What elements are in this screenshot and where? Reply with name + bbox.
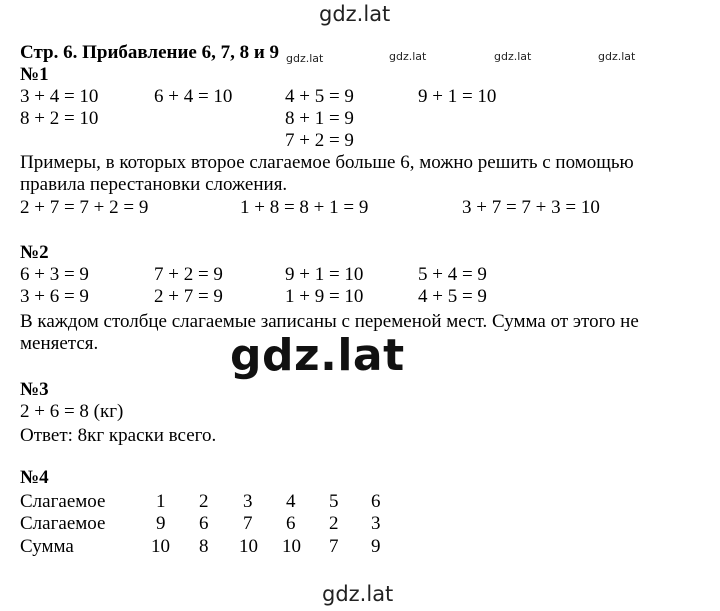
task1-explanation: Примеры, в которых второе слагаемое больше 6, можно решить с помощью правила перестановки сложения. (20, 152, 634, 195)
task3-equation: 2 + 6 = 8 (кг) (20, 401, 124, 422)
task1-col1-line2: 8 + 2 = 10 (20, 108, 99, 129)
watermark-bottom: gdz.lat (322, 582, 394, 606)
task4-row1-cell5: 5 (329, 491, 339, 512)
task4-row3-cell5: 7 (329, 536, 339, 557)
task4-row2-label: Слагаемое (20, 513, 106, 534)
task2-row1-item3: 9 + 1 = 10 (285, 264, 364, 285)
watermark-center: gdz.lat (230, 330, 405, 381)
watermark-small-3: gdz.lat (494, 50, 532, 63)
task4-row2-cell6: 3 (371, 513, 381, 534)
task1-col2-line1: 6 + 4 = 10 (154, 86, 233, 107)
task2-row2-item4: 4 + 5 = 9 (418, 286, 487, 307)
task2-row1-item1: 6 + 3 = 9 (20, 264, 89, 285)
task2-row2-item1: 3 + 6 = 9 (20, 286, 89, 307)
task3-heading: №3 (20, 379, 49, 400)
task4-row3-cell1: 10 (151, 536, 170, 557)
task4-row2-cell4: 6 (286, 513, 296, 534)
task4-row1-cell1: 1 (156, 491, 166, 512)
task1-col3-line3: 7 + 2 = 9 (285, 130, 354, 151)
task1-heading: №1 (20, 64, 49, 85)
task2-heading: №2 (20, 242, 49, 263)
watermark-top: gdz.lat (319, 2, 391, 26)
task1-col1-line1: 3 + 4 = 10 (20, 86, 99, 107)
task1-example-2: 1 + 8 = 8 + 1 = 9 (240, 197, 369, 218)
task4-row1-cell4: 4 (286, 491, 296, 512)
task1-example-1: 2 + 7 = 7 + 2 = 9 (20, 197, 149, 218)
task2-explanation: В каждом столбце слагаемые записаны с переменой мест. Сумма от этого не меняется. (20, 311, 639, 354)
task4-row1-cell3: 3 (243, 491, 253, 512)
task4-row1-cell2: 2 (199, 491, 209, 512)
page-title: Стр. 6. Прибавление 6, 7, 8 и 9 (20, 42, 280, 63)
task4-row3-label: Сумма (20, 536, 74, 557)
task4-row2-cell1: 9 (156, 513, 166, 534)
task3-answer: Ответ: 8кг краски всего. (20, 425, 217, 446)
watermark-small-1: gdz.lat (286, 52, 324, 65)
task1-example-3: 3 + 7 = 7 + 3 = 10 (462, 197, 600, 218)
task2-row2-item3: 1 + 9 = 10 (285, 286, 364, 307)
task1-col4-line1: 9 + 1 = 10 (418, 86, 497, 107)
watermark-small-4: gdz.lat (598, 50, 636, 63)
task4-row3-cell4: 10 (282, 536, 301, 557)
task4-row3-cell2: 8 (199, 536, 209, 557)
task4-row1-label: Слагаемое (20, 491, 106, 512)
task2-row1-item2: 7 + 2 = 9 (154, 264, 223, 285)
task4-row1-cell6: 6 (371, 491, 381, 512)
task2-row2-item2: 2 + 7 = 9 (154, 286, 223, 307)
task1-col3-line1: 4 + 5 = 9 (285, 86, 354, 107)
task2-row1-item4: 5 + 4 = 9 (418, 264, 487, 285)
task4-heading: №4 (20, 467, 49, 488)
task4-row2-cell5: 2 (329, 513, 339, 534)
task4-row2-cell3: 7 (243, 513, 253, 534)
task4-row3-cell3: 10 (239, 536, 258, 557)
watermark-small-2: gdz.lat (389, 50, 427, 63)
task4-row3-cell6: 9 (371, 536, 381, 557)
task1-col3-line2: 8 + 1 = 9 (285, 108, 354, 129)
task4-row2-cell2: 6 (199, 513, 209, 534)
